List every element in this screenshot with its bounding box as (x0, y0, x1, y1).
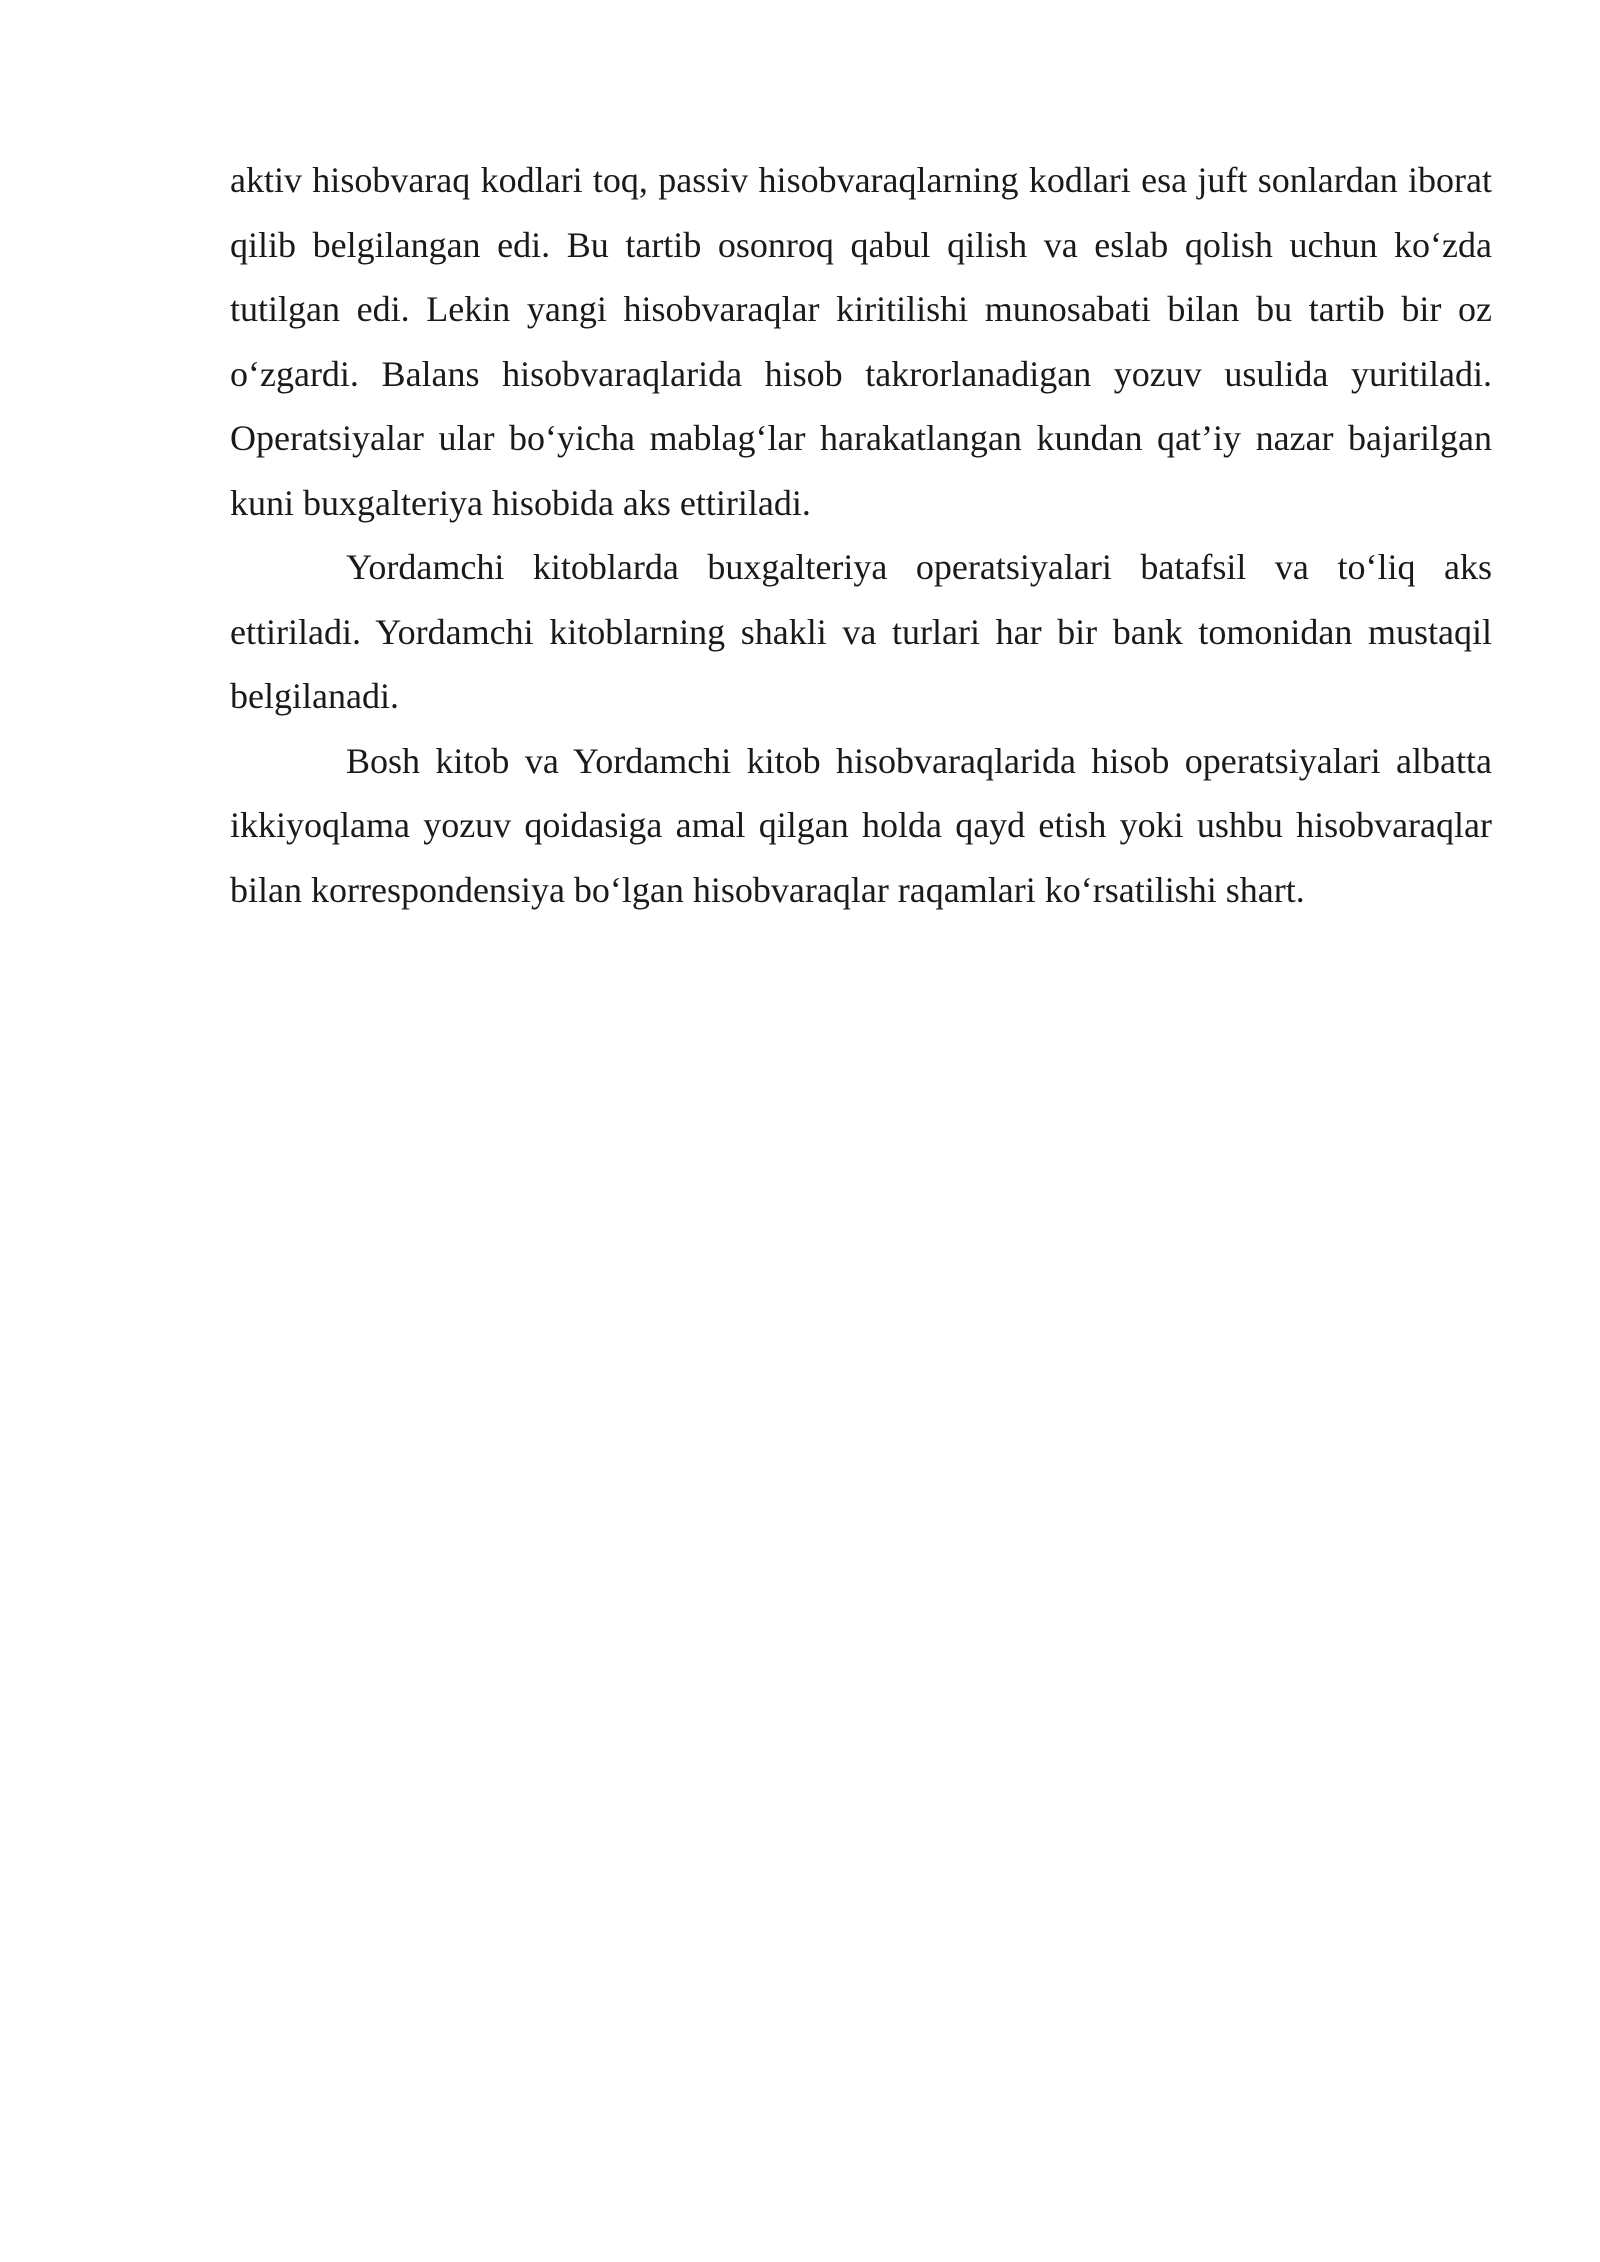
body-text (230, 148, 1492, 922)
paragraph-2: Yordamchi kitoblarda buxgalteriya operatsiyalari batafsil va to‘liq aks ettiriladi. Yordamchi kitoblarning shakli va turlari har bir bank tomonidan mustaqil belgilanadi. (230, 547, 1492, 716)
paragraph-3: Bosh kitob va Yordamchi kitob hisobvaraqlarida hisob operatsiyalari albatta ikkiyoqlama yozuv qoidasiga amal qilgan holda qayd etish yoki ushbu hisobvaraqlar bilan korrespondensiya bo‘lgan hisobvaraqlar raqamlari ko‘rsatilishi shart. (230, 740, 1492, 910)
paragraph-1: aktiv hisobvaraq kodlari toq, passiv hisobvaraqlarning kodlari esa juft sonlardan iborat qilib belgilangan edi. Bu tartib osonroq qabul qilish va eslab qolish uchun ko‘zda tutilgan edi. Lekin yangi hisobvaraqlar kiritilishi munosabati bilan bu tartib bir oz o‘zgardi. Balans hisobvaraqlarida hisob takrorlanadigan yozuv usulida yuritiladi. Operatsiyalar ular bo‘yicha mablag‘lar harakatlangan kundan qat’iy nazar bajarilgan kuni buxgalteriya hisobida aks ettiriladi. (230, 160, 1492, 523)
